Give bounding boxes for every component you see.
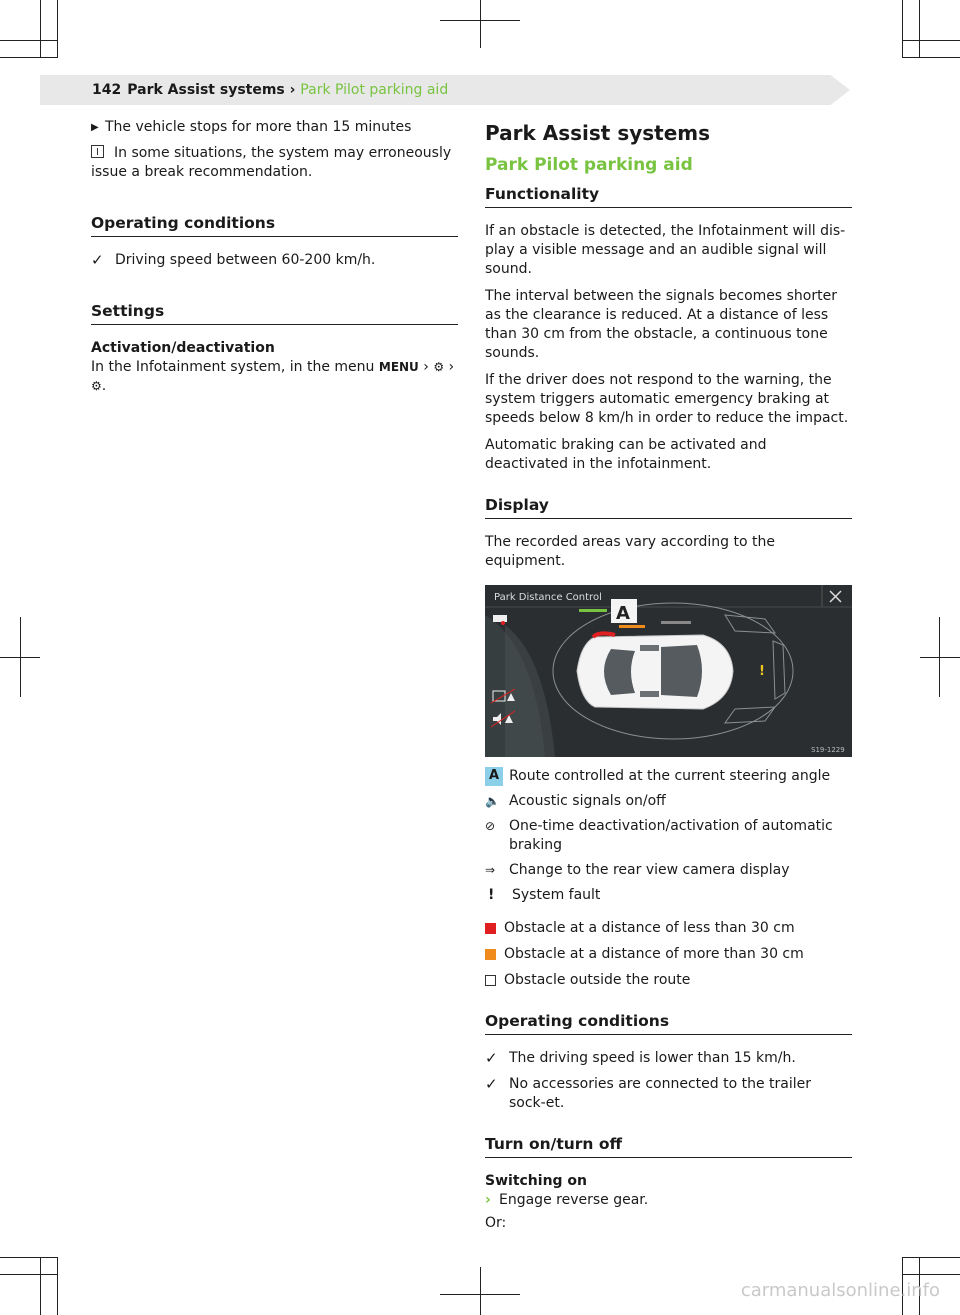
breadcrumb — [92, 82, 448, 98]
paragraph: If the driver does not respond to the warning, the system triggers automatic emergency braking at speeds below 8 km/h in order to reduce the impact. — [485, 372, 849, 426]
park-distance-screen — [485, 585, 852, 757]
crop-mark — [40, 0, 41, 58]
step-item — [485, 1191, 852, 1210]
page-number: 142 — [92, 82, 122, 98]
callout-a-label: A — [485, 767, 503, 786]
legend-text: Acoustic signals on/off — [509, 793, 666, 809]
chevron-right-icon: › — [448, 359, 455, 375]
legend-item — [485, 792, 852, 811]
legend-text: System fault — [512, 887, 601, 903]
obstacle-item — [485, 945, 852, 964]
crop-mark — [902, 1274, 960, 1275]
check-item — [485, 1075, 852, 1113]
screen-title: Park Distance Control — [494, 592, 602, 603]
check-text: Driving speed between 60-200 km/h. — [115, 252, 376, 268]
exclamation-icon: ! — [488, 887, 495, 903]
breadcrumb-separator: › — [284, 82, 301, 98]
paragraph: The recorded areas vary according to the equipment. — [485, 534, 775, 569]
crop-mark — [902, 57, 960, 58]
main-title: Park Assist systems — [485, 121, 711, 145]
check-text: No accessories are connected to the trailer sock-et. — [509, 1076, 811, 1111]
legend-item — [485, 817, 852, 855]
obstacle-text: Obstacle at a distance of less than 30 cm — [504, 920, 795, 936]
obstacle-item — [485, 919, 852, 938]
legend-text: Route controlled at the current steering angle — [509, 768, 831, 784]
crop-mark — [0, 1274, 58, 1275]
crop-mark — [0, 1257, 58, 1258]
crop-mark — [0, 657, 40, 658]
subsection-title-switching: Switching on — [485, 1173, 588, 1189]
crop-mark — [480, 0, 481, 48]
car-graphic — [577, 633, 733, 709]
section-title-turn: Turn on/turn off — [485, 1135, 852, 1158]
orange-square-icon — [485, 949, 496, 960]
crop-mark — [57, 0, 58, 58]
watermark: carmanualsonline.info — [740, 1280, 940, 1301]
or-text: Or: — [485, 1215, 507, 1231]
obstacle-text: Obstacle outside the route — [504, 972, 691, 988]
crop-mark — [919, 0, 920, 58]
camera-icon: ⇒ — [485, 863, 496, 877]
fault-exclamation: ! — [759, 664, 765, 679]
crop-mark — [440, 1294, 520, 1295]
crop-mark — [0, 57, 58, 58]
obstacle-item — [485, 971, 852, 990]
section-title-operating-right: Operating conditions — [485, 1012, 852, 1035]
paragraph: Automatic braking can be activated and deactivated in the infotainment. — [485, 437, 767, 472]
check-icon: ✓ — [485, 1075, 498, 1093]
crop-mark — [40, 1257, 41, 1315]
white-square-icon — [485, 975, 496, 986]
crop-mark — [902, 1257, 960, 1258]
legend-text: Change to the rear view camera display — [509, 862, 790, 878]
right-column — [485, 118, 852, 1241]
check-item — [91, 251, 458, 270]
subtitle: Park Pilot parking aid — [485, 155, 693, 175]
breadcrumb-section[interactable]: Park Assist systems — [127, 82, 285, 98]
section-title-functionality: Functionality — [485, 185, 852, 208]
callout-a: A — [616, 603, 630, 624]
crop-mark — [902, 40, 960, 41]
legend-item — [485, 886, 852, 905]
speaker-icon: 🔈 — [485, 794, 500, 808]
left-column — [91, 118, 458, 404]
legend-item — [485, 767, 852, 786]
menu-label: MENU — [378, 360, 419, 374]
obstacle-legend — [485, 919, 852, 990]
paragraph: The interval between the signals becomes shorter as the clearance is reduced. At a distance of less than 30 cm from the obstacle, a continuous tone sounds. — [485, 288, 837, 361]
crop-mark — [920, 657, 960, 658]
info-note-text: In some situations, the system may erroneously issue a break recommendation. — [91, 145, 452, 180]
obstacle-text: Obstacle at a distance of more than 30 cm — [504, 946, 804, 962]
park-assist-icon: ⚙ — [91, 379, 102, 393]
section-title-operating: Operating conditions — [91, 214, 458, 237]
paragraph: If an obstacle is detected, the Infotainment will dis-play a visible message and an audible signal will sound. — [485, 223, 846, 277]
info-note — [91, 144, 458, 182]
activation-paragraph: In the Infotainment system, in the menu MENU › ⚙ › ⚙. — [91, 359, 455, 394]
subsection-title-activation: Activation/deactivation — [91, 340, 275, 356]
chevron-right-icon: › — [423, 359, 429, 375]
car-settings-icon: ⚙ — [433, 360, 445, 374]
check-icon: ✓ — [485, 1049, 498, 1067]
step-text: Engage reverse gear. — [499, 1192, 649, 1208]
crop-mark — [440, 20, 520, 21]
crop-mark — [480, 1267, 481, 1315]
section-title-settings: Settings — [91, 302, 458, 325]
legend-text: One-time deactivation/activation of automatic braking — [509, 818, 833, 853]
red-square-icon — [485, 923, 496, 934]
breadcrumb-subsection[interactable]: Park Pilot parking aid — [300, 82, 449, 98]
bullet-text: The vehicle stops for more than 15 minutes — [105, 119, 412, 135]
crop-mark — [902, 0, 903, 58]
info-icon — [91, 145, 104, 158]
check-item — [485, 1049, 852, 1068]
check-icon: ✓ — [91, 251, 104, 269]
figure-code: S19-1229 — [811, 746, 845, 754]
bullet-item — [91, 118, 458, 137]
section-title-display: Display — [485, 496, 852, 519]
check-text: The driving speed is lower than 15 km/h. — [509, 1050, 796, 1066]
park-distance-figure — [485, 585, 852, 757]
triangle-bullet-icon: ▶ — [91, 122, 99, 133]
legend-item — [485, 861, 852, 880]
crop-mark — [0, 40, 58, 41]
step-arrow-icon: › — [485, 1192, 491, 1208]
braking-icon: ⊘ — [485, 819, 496, 833]
activation-text: In the Infotainment system, in the menu — [91, 359, 375, 375]
crop-mark — [57, 1257, 58, 1315]
